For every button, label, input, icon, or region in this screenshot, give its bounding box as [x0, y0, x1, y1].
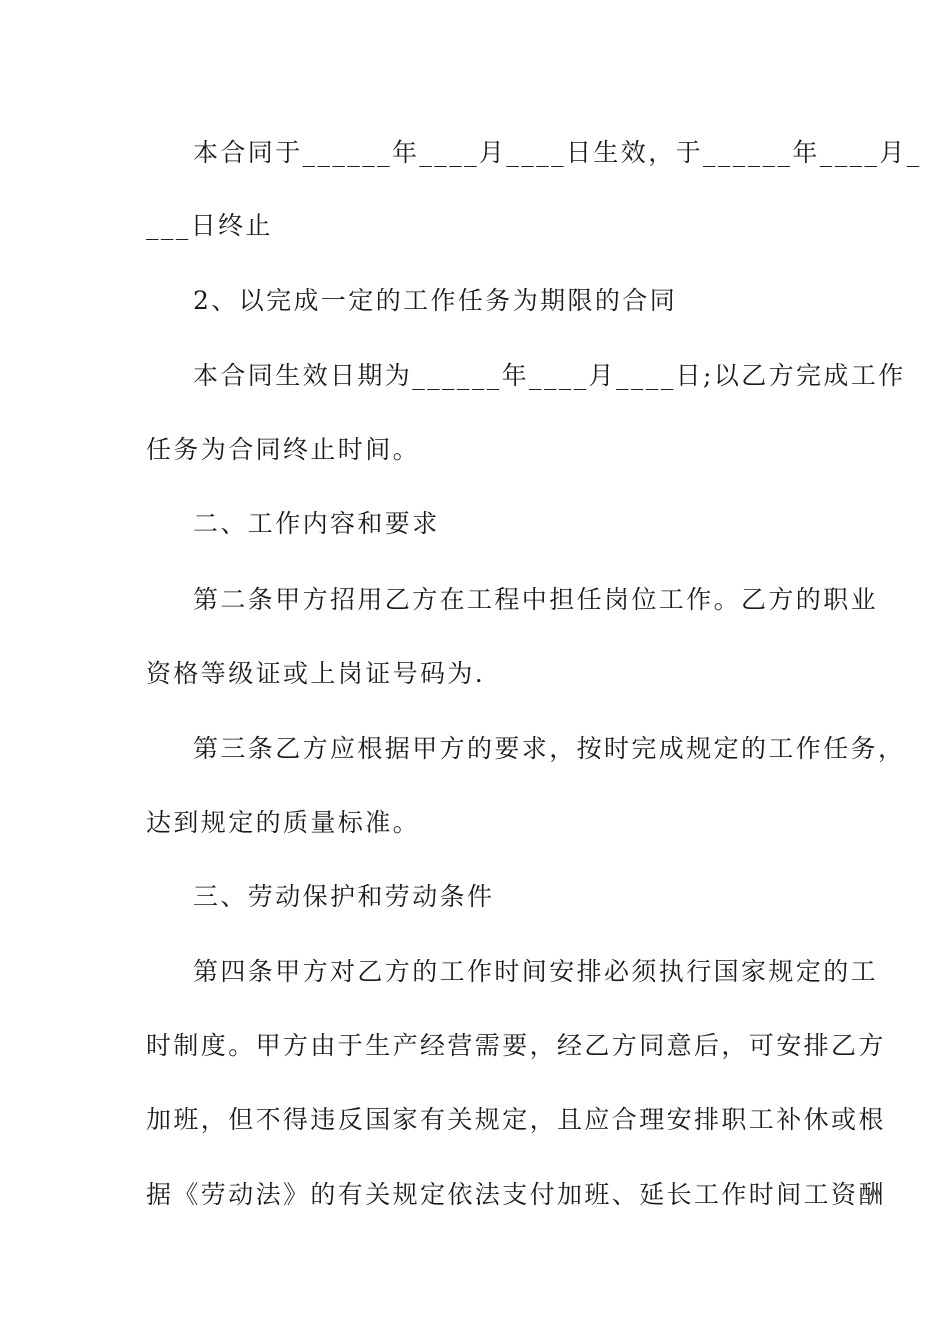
text-line: 本合同于______年____月____日生效，于______年____月_ — [193, 138, 922, 167]
text-line: 资格等级证或上岗证号码为. — [146, 659, 486, 688]
text-line: 任务为合同终止时间。 — [146, 435, 421, 464]
section-heading: 三、劳动保护和劳动条件 — [193, 882, 495, 911]
text-line: 本合同生效日期为______年____月____日;以乙方完成工作 — [193, 361, 906, 390]
text-line: ___日终止 — [146, 211, 273, 240]
section-heading: 二、工作内容和要求 — [193, 509, 440, 538]
text-line: 第二条甲方招用乙方在工程中担任岗位工作。乙方的职业 — [193, 585, 879, 614]
text-line: 时制度。甲方由于生产经营需要，经乙方同意后，可安排乙方 — [146, 1031, 886, 1060]
text-line: 达到规定的质量标准。 — [146, 808, 421, 837]
text-line: 第三条乙方应根据甲方的要求，按时完成规定的工作任务， — [193, 734, 906, 763]
text-line: 加班，但不得违反国家有关规定，且应合理安排职工补休或根 — [146, 1105, 886, 1134]
text-line: 2、以完成一定的工作任务为期限的合同 — [193, 286, 678, 315]
text-line: 第四条甲方对乙方的工作时间安排必须执行国家规定的工 — [193, 957, 879, 986]
text-line: 据《劳动法》的有关规定依法支付加班、延长工作时间工资酬 — [146, 1180, 886, 1209]
